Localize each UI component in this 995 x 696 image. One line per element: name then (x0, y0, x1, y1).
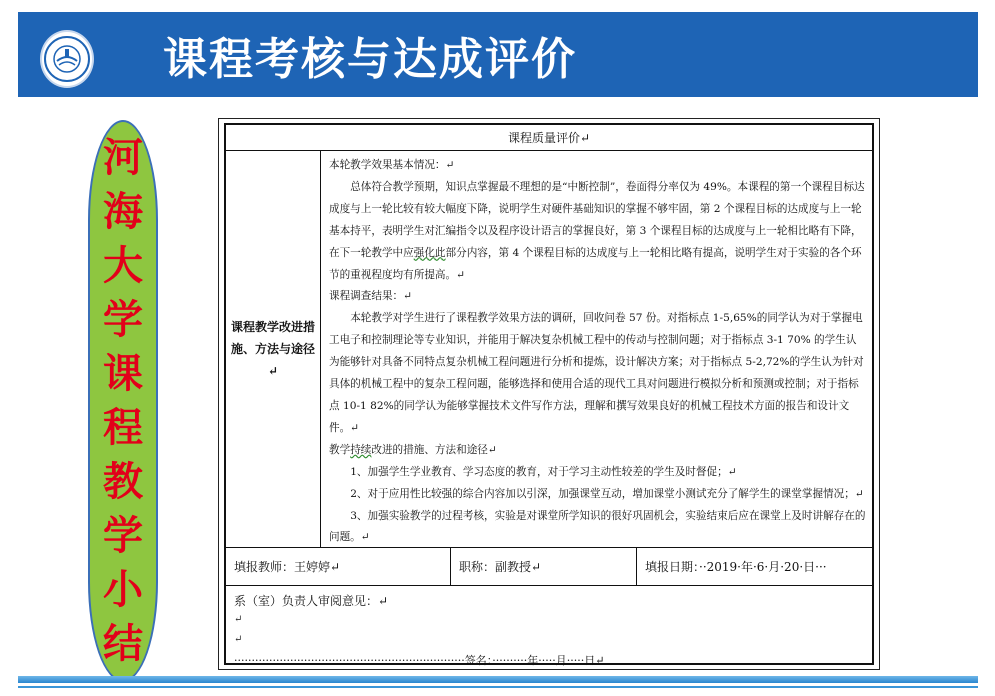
bottom-divider (18, 686, 978, 688)
body-paragraph: 教学持续改进的措施、方法和途径↵ (329, 443, 497, 456)
form-header: 课程质量评价↵ (226, 125, 872, 151)
evaluation-form (224, 123, 874, 665)
body-paragraph: 课程调查结果：↵ (329, 290, 413, 303)
body-paragraph: 本轮教学效果基本情况：↵ (329, 159, 455, 171)
form-left-label: 课程教学改进措施、方法与途径↵ (226, 151, 321, 547)
side-label-oval (88, 120, 158, 682)
body-paragraph: 本轮教学对学生进行了课程教学效果方法的调研，回收问卷 57 份。对指标点 1-5,65%的同学认为对于掌握电工电子和控制理论等专业知识，并能用于解决复杂机械工程中的传动与控制问题；对于指标点 3-1 70% 的学生认为能够针对具备不同特点复杂机械工程问题进行分析和提炼，设计解决方案；对于指标点 5-2,72%的学生认为针对具体的机械工程中的复杂工程问题，能够选择和使用合适的现代工具对问题进行模拟分析和预测或控制；对于指标点 10-1 82%的同学认为能够掌握技术文件写作方法，理解和撰写效果良好的机械工程技术方面的报告和设计文件。↵ (329, 312, 864, 434)
side-char: 学 (103, 513, 143, 559)
side-char: 大 (103, 243, 143, 289)
side-char: 海 (103, 189, 143, 235)
blank-line: ↵ (234, 614, 243, 625)
review-label: 系（室）负责人审阅意见：↵ (234, 594, 389, 608)
side-char: 小 (103, 567, 143, 613)
university-logo (40, 30, 94, 88)
body-paragraph: 3、加强实验教学的过程考核，实验是对课堂所学知识的很好巩固机会，实验结束后应在课堂上及时讲解存在的问题。↵ (329, 509, 866, 544)
seal-icon (43, 35, 91, 83)
document-scan (218, 118, 880, 670)
body-paragraph: 总体符合教学预期，知识点掌握最不理想的是“中断控制”，卷面得分率仅为 49%。本课程的第一个课程目标达成度与上一轮比较有较大幅度下降，说明学生对硬件基础知识的掌握不够牢固，第 2 个课程目标的达成度与上一轮基本持平，表明学生对汇编指令以及程序设计语言的掌握良好，第 3 个课程目标的达成度与上一轮相比略有下降，在下一轮教学中应强化此部分内容，第 4 个课程目标的达成度与上一轮相比略有提高，说明学生对于实验的各个环节的重视程度均有所提高。↵ (329, 180, 865, 281)
side-char: 河 (103, 135, 143, 181)
side-char: 程 (103, 405, 143, 451)
side-char: 课 (103, 351, 143, 397)
review-section (226, 586, 872, 667)
teacher-field: 填报教师：王婷婷↵ (226, 548, 451, 585)
date-field: 填报日期：··2019·年·6·月·20·日··· (645, 560, 827, 574)
signature-line: ··································································签名：··········年·····月·····日↵ (234, 654, 605, 667)
body-paragraph: 2、对于应用性比较强的综合内容加以引深，加强课堂互动，增加课堂小测试充分了解学生的课堂掌握情况；↵ (350, 487, 864, 500)
blank-line: ↵ (234, 634, 243, 645)
title-banner (18, 12, 978, 97)
form-body (321, 151, 872, 547)
side-char: 结 (103, 621, 143, 667)
page-title: 课程考核与达成评价 (163, 34, 577, 85)
form-main-row (226, 151, 872, 548)
side-char: 教 (103, 459, 143, 505)
bottom-bar (18, 676, 978, 683)
signature-row (226, 548, 872, 586)
body-paragraph: 1、加强学生学业教育、学习态度的教育，对于学习主动性较差的学生及时督促；↵ (350, 465, 737, 478)
side-char: 学 (103, 297, 143, 343)
title-field: 职称：副教授↵ (451, 548, 637, 585)
